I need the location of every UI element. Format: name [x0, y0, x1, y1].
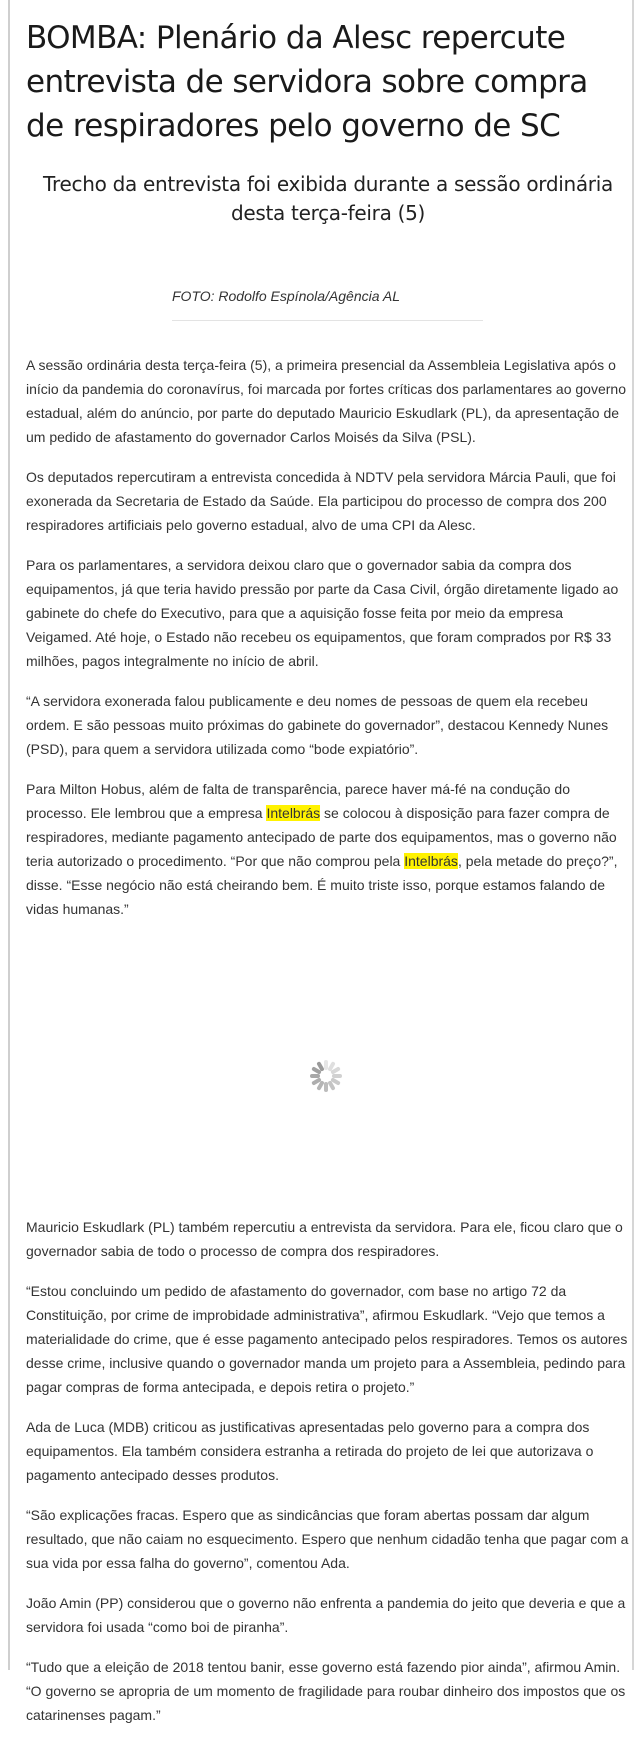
paragraph: Os deputados repercutiram a entrevista concedida à NDTV pela servidora Márcia Pauli, que foi exonerada da Secretaria de Estado da Saúde. Ela participou do processo de compra dos 200 respiradores artificiais pelo governo estadual, alvo de uma CPI da Alesc.: [26, 469, 616, 533]
paragraph-text: Para Milton Hobus, além de falta de transparência, parece haver má-fé na condução do processo. Ele lembrou que a empresa: [26, 781, 570, 821]
spinner-icon: [309, 1059, 343, 1093]
paragraph-with-highlight: [26, 777, 630, 921]
paragraph: Ada de Luca (MDB) criticou as justificativas apresentadas pelo governo para a compra dos equipamentos. Ela também considera estranha a retirada do projeto de lei que autorizava o pagamento antecipado desses produtos.: [26, 1419, 594, 1483]
paragraph-text: se colocou à disposição para fazer compra de respiradores, mediante pagamento antecipado de parte dos equipamentos, mas o governo não teria autorizado o procedimento. “Por que não comprou pela: [26, 805, 617, 869]
highlighted-term: Intelbrás: [266, 805, 321, 821]
news-article: [26, 0, 630, 1743]
page-left-border: [0, 0, 10, 1670]
article-headline: BOMBA: Plenário da Alesc repercute entrevista de servidora sobre compra de respiradores pelo governo de SC: [26, 20, 588, 144]
paragraph: “Estou concluindo um pedido de afastamento do governador, com base no artigo 72 da Constituição, por crime de improbidade administrativa”, afirmou Eskudlark. “Vejo que temos a materialidade do crime, que é esse pagamento antecipado pelos respiradores. Temos os autores desse crime, inclusive quando o governador manda um projeto para a Assembleia, pedindo para pagar compras de forma antecipada, e depois retira o projeto.”: [26, 1283, 628, 1395]
article-subtitle: Trecho da entrevista foi exibida durante a sessão ordinária desta terça-feira (5): [43, 172, 613, 225]
paragraph: A sessão ordinária desta terça-feira (5), a primeira presencial da Assembleia Legislativa após o início da pandemia do coronavírus, foi marcada por fortes críticas dos parlamentares ao governo estadual, além do anúncio, por parte do deputado Mauricio Eskudlark (PL), da apresentação de um pedido de afastamento do governador Carlos Moisés da Silva (PSL).: [26, 357, 626, 445]
paragraph: Mauricio Eskudlark (PL) também repercutiu a entrevista da servidora. Para ele, ficou claro que o governador sabia de todo o processo de compra dos respiradores.: [26, 1219, 623, 1259]
paragraph-text: , pela metade do preço?”, disse. “Esse negócio não está cheirando bem. É muito triste isso, porque estamos falando de vidas humanas.”: [26, 853, 618, 917]
spinner-tick: [324, 1082, 328, 1092]
page-right-border: [632, 0, 642, 1670]
embedded-media-placeholder: [26, 937, 630, 1207]
article-body: [26, 353, 630, 1727]
highlighted-term: Intelbrás: [404, 853, 458, 869]
paragraph: “A servidora exonerada falou publicamente e deu nomes de pessoas de quem ela recebeu ordem. E são pessoas muito próximas do gabinete do governador”, destacou Kennedy Nunes (PSD), para quem a servidora utilizada como “bode expiatório”.: [26, 693, 609, 757]
photo-credit: FOTO: Rodolfo Espínola/Agência AL: [172, 288, 483, 321]
paragraph: “Tudo que a eleição de 2018 tentou banir, esse governo está fazendo pior ainda”, afirmou Amin. “O governo se apropria de um momento de fragilidade para roubar dinheiro dos impostos que os catarinenses pagam.”: [26, 1659, 626, 1723]
spinner-tick: [310, 1074, 320, 1078]
paragraph: João Amin (PP) considerou que o governo não enfrenta a pandemia do jeito que deveria e que a servidora foi usada “como boi de piranha”.: [26, 1595, 626, 1635]
paragraph: “São explicações fracas. Espero que as sindicâncias que foram abertas possam dar algum resultado, que não caiam no esquecimento. Espero que nenhum cidadão tenha que pagar com a sua vida por essa falha do governo”, comentou Ada.: [26, 1507, 629, 1571]
paragraph: Para os parlamentares, a servidora deixou claro que o governador sabia da compra dos equipamentos, já que teria havido pressão por parte da Casa Civil, órgão diretamente ligado ao gabinete do chefe do Executivo, para que a aquisição fosse feita por meio da empresa Veigamed. Até hoje, o Estado não recebeu os equipamentos, que foram comprados por R$ 33 milhões, pagos integralmente no início de abril.: [26, 557, 619, 669]
